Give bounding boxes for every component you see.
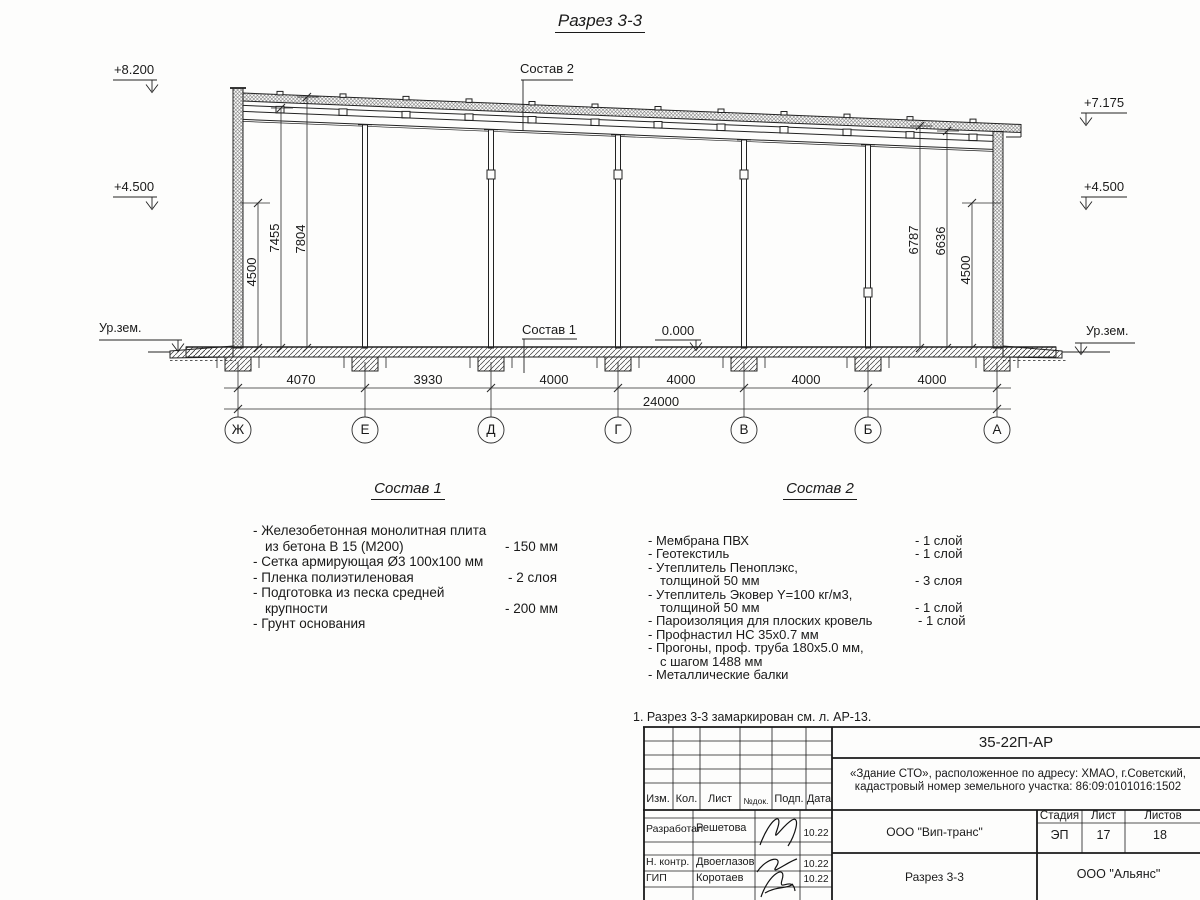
axis-bubble-label: В [739, 422, 749, 437]
axis-bubble-label: Б [863, 422, 873, 437]
stage-value: ЭП [1050, 828, 1069, 842]
list-item: - Грунт основания [253, 616, 366, 631]
signature-gip [761, 872, 795, 897]
zero-level-label: 0.000 [661, 323, 695, 338]
left-wall [233, 88, 243, 348]
elevation-right-top: +7.175 [1083, 95, 1125, 110]
drawing-note: 1. Разрез 3-3 замаркирован см. л. АР-13. [633, 710, 872, 724]
list-item: - Пароизоляция для плоских кровель [648, 613, 873, 628]
vertical-dim: 7804 [293, 224, 308, 254]
list-item-qty: - 3 слоя [915, 573, 963, 588]
list-item: из бетона В 15 (М200) [265, 539, 404, 554]
elev-mark-left-top [113, 80, 158, 93]
list-item: - Утеплитель Пеноплэкс, [648, 560, 798, 575]
date-norm-control: 10.22 [803, 859, 829, 870]
ground-mark-left [99, 340, 184, 352]
vertical-dim: 4500 [958, 255, 973, 285]
rev-header-data: Дата [806, 793, 832, 805]
list-item: - Пленка полиэтиленовая [253, 570, 414, 585]
role-norm-control: Н. контр. [646, 856, 690, 868]
elevation-left-top: +8.200 [113, 62, 155, 77]
name-gip: Коротаев [696, 872, 744, 884]
axis-bubble-label: Е [360, 422, 370, 437]
vertical-dim: 6787 [906, 225, 921, 255]
role-developer: Разработал [646, 823, 704, 835]
axis-bubble-label: Д [486, 422, 496, 437]
span-dim: 4000 [917, 372, 947, 387]
stage-label: Стадия [1039, 810, 1080, 822]
sheet-label: Лист [1091, 810, 1116, 822]
signature-norm-control [757, 859, 797, 872]
list-item: крупности [265, 601, 328, 616]
name-norm-control: Двоеглазов [696, 856, 755, 868]
span-dim: 3930 [413, 372, 443, 387]
columns [358, 125, 875, 348]
right-wall [993, 132, 1003, 349]
ground-mark-right [1075, 343, 1135, 355]
list-item-qty: - 200 мм [505, 601, 559, 616]
date-developer: 10.22 [803, 828, 829, 839]
date-gip: 10.22 [803, 874, 829, 885]
axis-bubble-label: А [992, 422, 1002, 437]
rev-header-izm: Изм. [646, 793, 670, 805]
list-item: - Утеплитель Эковер Y=100 кг/м3, [648, 587, 853, 602]
list-item: с шагом 1488 мм [660, 654, 763, 669]
elev-mark-left-mid [113, 197, 158, 210]
list-item-qty: - 1 слой [918, 613, 966, 628]
list-item-qty: - 1 слой [915, 546, 963, 561]
axis-bubble-label: Ж [231, 422, 245, 437]
doc-number: 35-22П-АР [978, 734, 1054, 751]
sheets-label: Листов [1144, 810, 1182, 822]
ground-level-left: Ур.зем. [99, 321, 142, 335]
role-gip: ГИП [646, 872, 667, 884]
floor-slab [186, 347, 1056, 357]
list-item-qty: - 150 мм [505, 539, 559, 554]
rev-header-list: Лист [708, 793, 732, 805]
sheet-number: 17 [1096, 828, 1111, 842]
vertical-dim: 4500 [244, 257, 259, 287]
span-dim: 4000 [539, 372, 569, 387]
list-item: - Сетка армирующая Ø3 100х100 мм [253, 554, 484, 569]
org-contractor: ООО "Вип-транс" [886, 825, 983, 839]
list-item: толщиной 50 мм [660, 573, 760, 588]
rev-header-doc: №док. [743, 796, 769, 806]
sheets-total: 18 [1153, 828, 1167, 842]
leader-label-sostav1: Состав 1 [522, 322, 576, 337]
vertical-dim: 7455 [267, 223, 282, 253]
list-item: - Прогоны, проф. труба 180х5.0 мм, [648, 640, 864, 655]
elev-mark-right-mid [1080, 197, 1127, 210]
rev-header-kol: Кол. [675, 793, 698, 805]
axis-bubble-label: Г [614, 422, 622, 437]
list-item: - Железобетонная монолитная плита [253, 523, 487, 538]
rev-header-podp: Подп. [774, 793, 804, 805]
span-dim: 4000 [666, 372, 696, 387]
name-developer: Решетова [696, 822, 747, 834]
total-dim: 24000 [642, 394, 680, 409]
list-item: - Мембрана ПВХ [648, 533, 749, 548]
elevation-right-mid: +4.500 [1083, 179, 1125, 194]
list-item-qty: - 2 слоя [508, 570, 558, 585]
span-dim: 4070 [286, 372, 316, 387]
list-item: - Геотекстиль [648, 546, 730, 561]
list-item: толщиной 50 мм [660, 600, 760, 615]
project-description-line1: «Здание СТО», расположенное по адресу: ХМАО, г.Советский, [849, 768, 1187, 780]
sheet-title: Разрез 3-3 [905, 870, 964, 884]
list-item: - Профнастил НС 35х0.7 мм [648, 627, 819, 642]
composition-2-heading: Состав 2 [755, 481, 885, 500]
list-item: - Подготовка из песка средней [253, 585, 445, 600]
list-item-qty: - 1 слой [915, 533, 963, 548]
elevation-left-mid: +4.500 [113, 179, 155, 194]
vertical-dim: 6636 [933, 226, 948, 256]
ground-level-right: Ур.зем. [1086, 324, 1129, 338]
span-dim: 4000 [791, 372, 821, 387]
list-item: - Металлические балки [648, 667, 789, 682]
list-item-qty: - 1 слой [915, 600, 963, 615]
drawing-title: Разрез 3-3 [500, 12, 700, 33]
composition-1-heading: Состав 1 [343, 481, 473, 500]
elev-mark-right-top [1080, 113, 1127, 126]
org-customer: ООО "Альянс" [1076, 867, 1161, 881]
foundations [225, 357, 1010, 371]
leader-label-sostav2: Состав 2 [520, 61, 574, 76]
project-description-line2: кадастровый номер земельного участка: 86:09:0101016:1502 [854, 781, 1182, 793]
